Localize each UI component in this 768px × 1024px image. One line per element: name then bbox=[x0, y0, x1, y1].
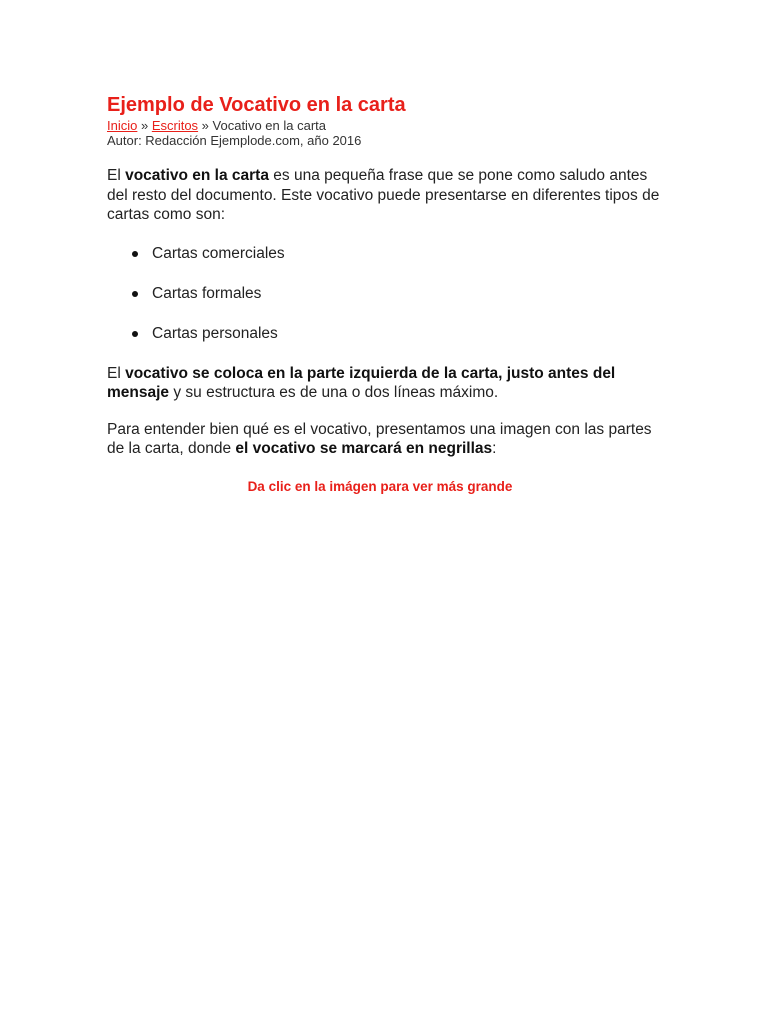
placement-paragraph bbox=[107, 364, 667, 403]
breadcrumb-home-link[interactable]: Inicio bbox=[107, 118, 138, 133]
image-intro-rest: : bbox=[492, 440, 497, 457]
enlarge-image-caption: Da clic en la imágen para ver más grande bbox=[247, 478, 513, 494]
page-title: Ejemplo de Vocativo en la carta bbox=[107, 94, 406, 116]
image-intro-paragraph bbox=[107, 420, 667, 459]
intro-paragraph bbox=[107, 166, 667, 225]
intro-bold: vocativo en la carta bbox=[125, 167, 269, 184]
breadcrumb-section-link[interactable]: Escritos bbox=[151, 118, 199, 133]
article bbox=[107, 92, 667, 496]
list-item: Cartas formales bbox=[152, 284, 667, 304]
intro-lead: El bbox=[107, 167, 126, 184]
breadcrumb-separator: » bbox=[137, 118, 152, 133]
list-item: Cartas personales bbox=[152, 324, 667, 344]
breadcrumb-separator: » bbox=[198, 118, 213, 133]
placement-lead: El bbox=[107, 364, 126, 382]
image-intro-bold: el vocativo se marcará en negrillas bbox=[235, 440, 493, 457]
breadcrumb-current: Vocativo en la carta bbox=[212, 118, 326, 133]
breadcrumb bbox=[107, 118, 667, 133]
letter-types-list bbox=[107, 244, 667, 344]
placement-rest: y su estructura es de una o dos líneas máximo. bbox=[169, 384, 499, 401]
list-item: Cartas comerciales bbox=[152, 244, 667, 264]
placement-bold: vocativo se coloca en la parte izquierda de la carta, justo antes del mensaje bbox=[107, 364, 616, 401]
intro-rest: es una pequeña frase que se pone como saludo antes del resto del documento. Este vocativo puede presentarse en diferentes tipos de cartas como son: bbox=[107, 167, 660, 223]
image-intro-lead: Para entender bien qué es el vocativo, presentamos una imagen con las partes de la carta, donde bbox=[107, 420, 652, 457]
author-byline: Autor: Redacción Ejemplode.com, año 2016 bbox=[107, 133, 362, 148]
